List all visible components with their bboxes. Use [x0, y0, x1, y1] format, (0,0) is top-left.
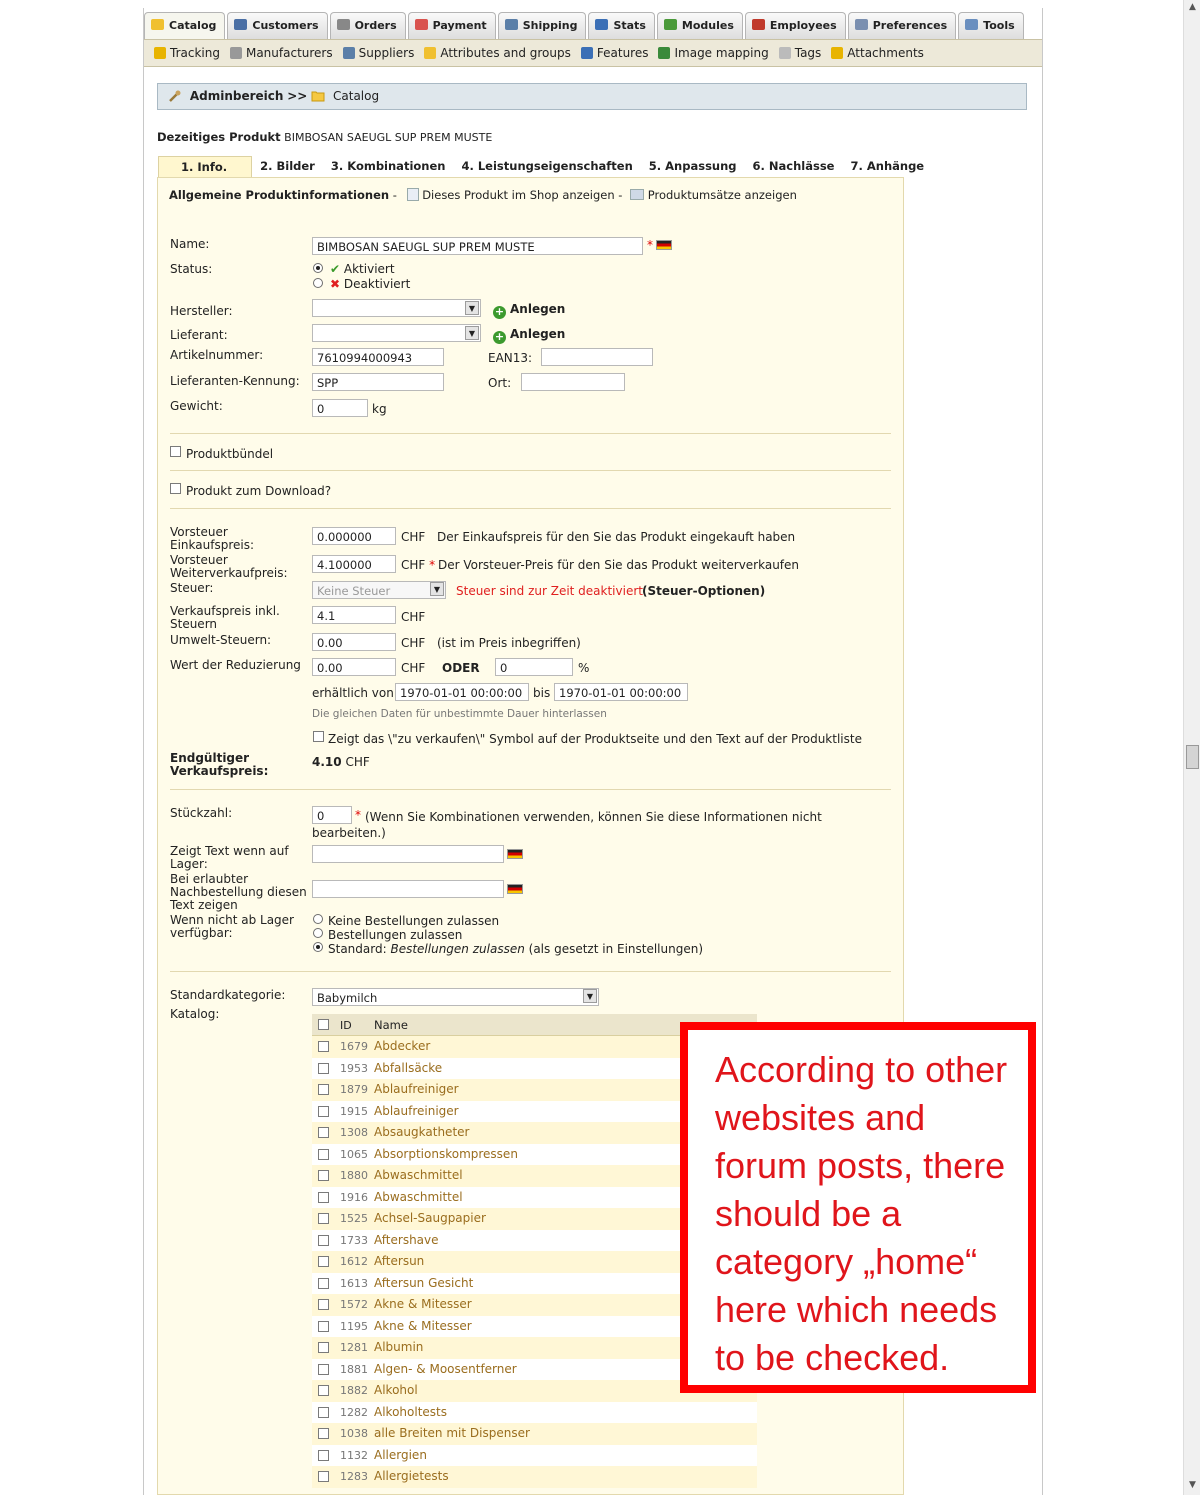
price-incl-tax-label: Verkaufspreis inkl. Steuern	[170, 604, 280, 631]
table-row	[312, 1423, 757, 1445]
default-category-select[interactable]: Babymilch	[312, 988, 599, 1006]
category-id: 1679	[340, 1040, 368, 1053]
current-product-name: BIMBOSAN SAEUGL SUP PREM MUSTE	[284, 131, 493, 144]
category-checkbox[interactable]	[318, 1256, 329, 1267]
person-icon	[234, 19, 247, 30]
view-in-shop-link[interactable]: Dieses Produkt im Shop anzeigen	[422, 188, 615, 202]
category-checkbox[interactable]	[318, 1342, 329, 1353]
category-id: 1525	[340, 1212, 368, 1225]
tab-label: Payment	[432, 19, 487, 32]
category-checkbox[interactable]	[318, 1127, 329, 1138]
product-tab-3[interactable]: 3. Kombinationen	[323, 156, 454, 178]
annotation-text: According to other websites and forum posts, there should be a category „home“ here which needs to be checked.	[715, 1049, 1008, 1378]
chevron-down-icon: ▼	[465, 301, 479, 315]
category-checkbox[interactable]	[318, 1471, 329, 1482]
category-name[interactable]: Allergien	[374, 1447, 427, 1462]
eco-tax-input[interactable]: 0.00	[312, 633, 396, 651]
column-id: ID	[340, 1019, 352, 1032]
select-all-checkbox[interactable]	[318, 1019, 329, 1030]
category-name[interactable]: Akne & Mitesser	[374, 1297, 472, 1311]
divider	[170, 971, 891, 972]
tab-label: Orders	[354, 19, 397, 32]
tab-label: Modules	[681, 19, 734, 32]
category-name[interactable]: Abfallsäcke	[374, 1060, 443, 1075]
reference-label: Artikelnummer:	[170, 348, 264, 362]
truck-icon	[343, 47, 355, 59]
category-checkbox[interactable]	[318, 1364, 329, 1375]
product-tab-1[interactable]: 1. Info.	[158, 156, 252, 178]
reduction-percent-input[interactable]: 0	[495, 658, 573, 676]
german-flag-icon[interactable]	[507, 884, 523, 894]
panel-header-sep: -	[618, 188, 623, 202]
product-tab-6[interactable]: 6. Nachlässe	[745, 156, 843, 178]
ean-input[interactable]	[541, 348, 653, 366]
tab-label: Stats	[613, 19, 646, 32]
supplier-reference-input[interactable]: SPP	[312, 373, 444, 391]
puzzle-icon	[664, 19, 677, 30]
manufacturer-select[interactable]	[312, 299, 481, 317]
oos-default-suffix: (als gesetzt in Einstellungen)	[528, 942, 704, 956]
category-name[interactable]: Abwaschmittel	[374, 1168, 463, 1182]
german-flag-icon[interactable]	[507, 849, 523, 859]
category-id: 1065	[340, 1147, 368, 1161]
price-incl-tax-input[interactable]: 4.1	[312, 606, 396, 624]
location-input[interactable]	[521, 373, 625, 391]
reduction-amount-input[interactable]: 0.00	[312, 658, 396, 676]
create-supplier-label: Anlegen	[510, 327, 566, 341]
currency-text: CHF	[401, 558, 426, 572]
category-checkbox[interactable]	[318, 1106, 329, 1117]
tax-options-link[interactable]: (Steuer-Optionen)	[642, 584, 766, 598]
category-name[interactable]: Abwaschmittel	[374, 1189, 463, 1204]
tab-label: Shipping	[522, 19, 578, 32]
category-name[interactable]: alle Breiten mit Dispenser	[374, 1426, 530, 1440]
scroll-thumb[interactable]	[1186, 745, 1199, 769]
currency-label: CHF	[401, 661, 426, 675]
gear-icon	[230, 47, 242, 59]
category-id: 1916	[340, 1190, 368, 1204]
currency-text: CHF	[345, 755, 370, 769]
eye-icon	[581, 47, 593, 59]
tab-orders[interactable]	[330, 12, 406, 40]
eco-tax-help: (ist im Preis inbegriffen)	[437, 636, 581, 650]
status-inactive-label: Deaktiviert	[343, 277, 411, 291]
category-name[interactable]: Aftershave	[374, 1232, 439, 1247]
dates-help: Die gleichen Daten für unbestimmte Dauer hinterlassen	[312, 708, 607, 720]
divider	[170, 508, 891, 509]
category-checkbox[interactable]	[318, 1428, 329, 1439]
divider	[170, 789, 891, 790]
reference-input[interactable]: 7610994000943	[312, 348, 444, 366]
subnav-label: Features	[596, 46, 649, 60]
subnav-tracking[interactable]	[154, 46, 220, 60]
truck-icon	[505, 19, 518, 30]
tab-label: Tools	[983, 19, 1015, 32]
annotation-callout	[680, 1022, 1036, 1393]
tab-customers[interactable]	[227, 12, 327, 40]
category-id: 1881	[340, 1362, 368, 1376]
category-checkbox[interactable]	[318, 1041, 329, 1052]
final-price-value: 4.10	[312, 755, 342, 769]
category-name[interactable]: Abdecker	[374, 1039, 431, 1053]
status-active-label: Aktiviert	[343, 262, 395, 276]
required-mark: *	[355, 808, 361, 822]
table-row	[312, 1445, 757, 1467]
tab-stats[interactable]	[588, 12, 654, 40]
panel-header	[169, 188, 797, 202]
status-inactive-option	[330, 277, 410, 291]
to-label: bis	[533, 686, 551, 700]
main-tabs	[144, 12, 1026, 40]
required-mark: *	[429, 558, 436, 572]
wrench-icon	[168, 89, 182, 103]
subnav-label: Image mapping	[674, 46, 769, 60]
ean-label: EAN13:	[488, 351, 533, 365]
tax-label: Steuer:	[170, 581, 214, 595]
weight-label: Gewicht:	[170, 399, 223, 413]
wholesale-price-label: Vorsteuer Einkaufspreis:	[170, 525, 254, 552]
or-label: ODER	[442, 661, 480, 675]
category-name[interactable]: Ablaufreiniger	[374, 1082, 459, 1096]
subnav-image-mapping[interactable]	[658, 46, 768, 60]
column-name: Name	[374, 1018, 408, 1032]
currency-label: CHF	[401, 636, 426, 650]
folder-icon	[311, 89, 325, 103]
chevron-down-icon: ▼	[430, 582, 444, 596]
quantity-input[interactable]: 0	[312, 806, 352, 824]
scroll-up-icon[interactable]: ▲	[1189, 2, 1196, 12]
scroll-down-icon[interactable]: ▼	[1189, 1480, 1196, 1490]
vertical-scrollbar[interactable]	[1183, 0, 1200, 1495]
tax-select[interactable]: Keine Steuer	[312, 581, 446, 599]
tab-shipping[interactable]	[498, 12, 587, 40]
current-product	[157, 130, 492, 144]
in-stock-text-label: Zeigt Text wenn auf Lager:	[170, 844, 289, 871]
bundle-checkbox[interactable]	[170, 446, 181, 457]
name-input[interactable]: BIMBOSAN SAEUGL SUP PREM MUSTE	[312, 237, 643, 255]
category-id: 1283	[340, 1470, 368, 1483]
download-label: Produkt zum Download?	[186, 484, 332, 498]
backorder-text-label: Bei erlaubter Nachbestellung diesen Text zeigen	[170, 872, 307, 912]
category-id: 1879	[340, 1083, 368, 1096]
catalog-subnav	[144, 39, 1042, 67]
pretax-price-input[interactable]: 4.100000	[312, 555, 396, 573]
cross-icon: ✖	[330, 277, 341, 291]
category-checkbox[interactable]	[318, 1213, 329, 1224]
category-id: 1572	[340, 1298, 368, 1311]
catalog-label: Katalog:	[170, 1007, 220, 1021]
reduction-label: Wert der Reduzierung	[170, 658, 301, 672]
pretax-price-label: Vorsteuer Weiterverkaufpreis:	[170, 553, 288, 580]
subnav-label: Suppliers	[358, 46, 415, 60]
on-sale-label: Zeigt das \"zu verkaufen\" Symbol auf der Produktseite und den Text auf der Produktliste	[328, 732, 862, 746]
attributes-icon	[424, 47, 436, 59]
oos-default-label	[328, 942, 703, 956]
create-manufacturer-label: Anlegen	[510, 302, 566, 316]
default-category-label: Standardkategorie:	[170, 988, 286, 1002]
product-tab-7[interactable]: 7. Anhänge	[842, 156, 932, 178]
backorder-text-input[interactable]	[312, 880, 504, 898]
in-stock-text-input[interactable]	[312, 845, 504, 863]
tab-label: Employees	[769, 19, 837, 32]
product-sales-link[interactable]: Produktumsätze anzeigen	[647, 188, 797, 202]
weight-input[interactable]: 0	[312, 399, 368, 417]
category-id: 1308	[340, 1126, 368, 1139]
supplier-reference-label: Lieferanten-Kennung:	[170, 374, 300, 388]
product-tab-2[interactable]: 2. Bilder	[252, 156, 323, 178]
currency-label: CHF	[401, 530, 426, 544]
category-id: 1953	[340, 1061, 368, 1075]
eco-tax-label: Umwelt-Steuern:	[170, 633, 272, 647]
tab-preferences[interactable]	[848, 12, 956, 40]
subnav-attachments[interactable]	[831, 46, 924, 60]
category-id: 1282	[340, 1405, 368, 1419]
wholesale-price-input[interactable]: 0.000000	[312, 527, 396, 545]
category-name[interactable]: Achsel-Saugpapier	[374, 1211, 486, 1225]
tab-tools[interactable]	[958, 12, 1023, 40]
category-name[interactable]: Akne & Mitesser	[374, 1318, 472, 1333]
status-active-radio[interactable]	[313, 263, 323, 273]
attachment-icon	[831, 47, 843, 59]
category-name[interactable]: Aftersun	[374, 1254, 425, 1268]
weight-unit: kg	[372, 402, 387, 416]
category-name[interactable]: Alkoholtests	[374, 1404, 447, 1419]
category-checkbox[interactable]	[318, 1407, 329, 1418]
category-name[interactable]: Ablaufreiniger	[374, 1103, 459, 1118]
oos-default-emphasis: Bestellungen zulassen	[390, 942, 525, 956]
final-price-label: Endgültiger Verkaufspreis:	[170, 751, 269, 778]
supplier-label: Lieferant:	[170, 328, 228, 342]
category-name[interactable]: Absaugkatheter	[374, 1125, 470, 1139]
employee-icon	[752, 19, 765, 30]
available-from-label: erhältlich von	[312, 686, 394, 700]
chevron-down-icon: ▼	[583, 989, 597, 1003]
subnav-attributes-and-groups[interactable]	[424, 46, 571, 60]
final-price	[312, 755, 370, 769]
product-tabs	[158, 156, 932, 178]
oos-allow-radio[interactable]	[313, 928, 323, 938]
tracking-icon	[154, 47, 166, 59]
oos-deny-label: Keine Bestellungen zulassen	[328, 914, 500, 928]
chart-icon	[595, 19, 608, 30]
required-mark: *	[647, 238, 653, 252]
subnav-label: Attachments	[847, 46, 924, 60]
cart-icon	[337, 19, 350, 30]
chevron-down-icon: ▼	[465, 326, 479, 340]
subnav-label: Tracking	[170, 46, 220, 60]
category-checkbox[interactable]	[318, 1235, 329, 1246]
subnav-label: Tags	[794, 46, 822, 60]
category-name[interactable]: Albumin	[374, 1340, 424, 1354]
category-checkbox[interactable]	[318, 1084, 329, 1095]
table-row	[312, 1466, 757, 1488]
create-supplier-button[interactable]	[493, 327, 565, 344]
current-product-label: Dezeitiges Produkt	[157, 130, 281, 144]
tab-payment[interactable]	[408, 12, 496, 40]
product-tab-4[interactable]: 4. Leistungseigenschaften	[453, 156, 640, 178]
table-row	[312, 1402, 757, 1424]
currency-label	[401, 558, 435, 572]
category-id: 1880	[340, 1169, 368, 1182]
subnav-label: Manufacturers	[245, 46, 333, 60]
status-active-option	[330, 262, 395, 276]
add-icon: +	[494, 330, 505, 343]
category-id: 1733	[340, 1233, 368, 1247]
category-id: 1195	[340, 1319, 368, 1333]
category-id: 1915	[340, 1104, 368, 1118]
document-icon	[407, 188, 419, 201]
bundle-label: Produktbündel	[186, 447, 274, 461]
divider	[170, 470, 891, 471]
check-icon: ✔	[330, 262, 341, 276]
panel-title: Allgemeine Produktinformationen	[169, 188, 390, 202]
category-id: 1613	[340, 1276, 368, 1290]
category-id: 1281	[340, 1341, 368, 1354]
category-name[interactable]: Aftersun Gesicht	[374, 1275, 474, 1290]
image-icon	[658, 47, 670, 59]
breadcrumb-separator: >>	[287, 89, 308, 103]
name-label: Name:	[170, 237, 210, 251]
sales-icon	[630, 189, 644, 200]
category-id: 1612	[340, 1255, 368, 1268]
category-checkbox[interactable]	[318, 1321, 329, 1332]
tax-disabled-notice: Steuer sind zur Zeit deaktiviert	[456, 584, 643, 598]
category-name[interactable]: Alkohol	[374, 1383, 418, 1397]
download-checkbox[interactable]	[170, 483, 181, 494]
tab-label: Preferences	[872, 19, 948, 32]
reduction-to-input[interactable]: 1970-01-01 00:00:00	[554, 683, 688, 701]
out-of-stock-label: Wenn nicht ab Lager verfügbar:	[170, 913, 294, 940]
tab-label: Catalog	[169, 19, 217, 32]
subnav-label: Attributes and groups	[440, 46, 571, 60]
category-checkbox[interactable]	[318, 1170, 329, 1181]
category-checkbox[interactable]	[318, 1385, 329, 1396]
status-inactive-radio[interactable]	[313, 278, 323, 288]
category-checkbox[interactable]	[318, 1299, 329, 1310]
category-checkbox[interactable]	[318, 1278, 329, 1289]
payment-icon	[415, 19, 428, 30]
category-id: 1882	[340, 1384, 368, 1397]
german-flag-icon[interactable]	[656, 240, 672, 250]
add-icon: +	[494, 305, 505, 318]
product-tab-5[interactable]: 5. Anpassung	[641, 156, 745, 178]
pretax-price-help: Der Vorsteuer-Preis für den Sie das Produkt weiterverkaufen	[438, 558, 800, 572]
breadcrumb-root[interactable]: Adminbereich	[189, 89, 284, 103]
tab-catalog[interactable]	[144, 12, 225, 40]
category-id: 1132	[340, 1448, 368, 1462]
category-checkbox[interactable]	[318, 1192, 329, 1203]
subnav-tags[interactable]	[779, 46, 822, 60]
category-name[interactable]: Absorptionskompressen	[374, 1146, 518, 1161]
subnav-manufacturers[interactable]	[230, 46, 333, 60]
divider	[170, 433, 891, 434]
quantity-help: (Wenn Sie Kombinationen verwenden, können Sie diese Informationen nicht bearbeiten.)	[312, 810, 822, 840]
percent-sign: %	[578, 661, 590, 675]
quantity-label: Stückzahl:	[170, 806, 233, 820]
subnav-suppliers[interactable]	[343, 46, 415, 60]
folder-icon	[151, 19, 164, 30]
wrench-icon	[965, 19, 978, 30]
oos-default-prefix: Standard:	[328, 942, 387, 956]
oos-default-radio[interactable]	[313, 942, 323, 952]
category-checkbox[interactable]	[318, 1450, 329, 1461]
supplier-select[interactable]	[312, 324, 481, 342]
oos-deny-radio[interactable]	[313, 914, 323, 924]
wholesale-price-help: Der Einkaufspreis für den Sie das Produkt eingekauft haben	[437, 530, 796, 544]
breadcrumb-current: Catalog	[333, 89, 380, 103]
category-name[interactable]: Algen- & Moosentferner	[374, 1361, 517, 1376]
reduction-from-input[interactable]: 1970-01-01 00:00:00	[395, 683, 529, 701]
category-id: 1038	[340, 1427, 368, 1440]
location-label: Ort:	[488, 376, 512, 390]
tab-label: Customers	[252, 19, 319, 32]
tag-icon	[779, 47, 791, 59]
category-checkbox[interactable]	[318, 1149, 329, 1160]
panel-header-sep: -	[392, 188, 397, 202]
category-checkbox[interactable]	[318, 1063, 329, 1074]
manufacturer-label: Hersteller:	[170, 304, 233, 318]
status-label: Status:	[170, 262, 213, 276]
breadcrumb	[157, 83, 1027, 110]
oos-allow-label: Bestellungen zulassen	[328, 928, 463, 942]
currency-label: CHF	[401, 610, 426, 624]
on-sale-checkbox[interactable]	[313, 731, 324, 742]
subnav-features[interactable]	[581, 46, 649, 60]
preferences-icon	[855, 19, 868, 30]
tab-modules[interactable]	[657, 12, 743, 40]
create-manufacturer-button[interactable]	[493, 302, 565, 319]
category-name[interactable]: Allergietests	[374, 1469, 449, 1483]
tab-employees[interactable]	[745, 12, 846, 40]
